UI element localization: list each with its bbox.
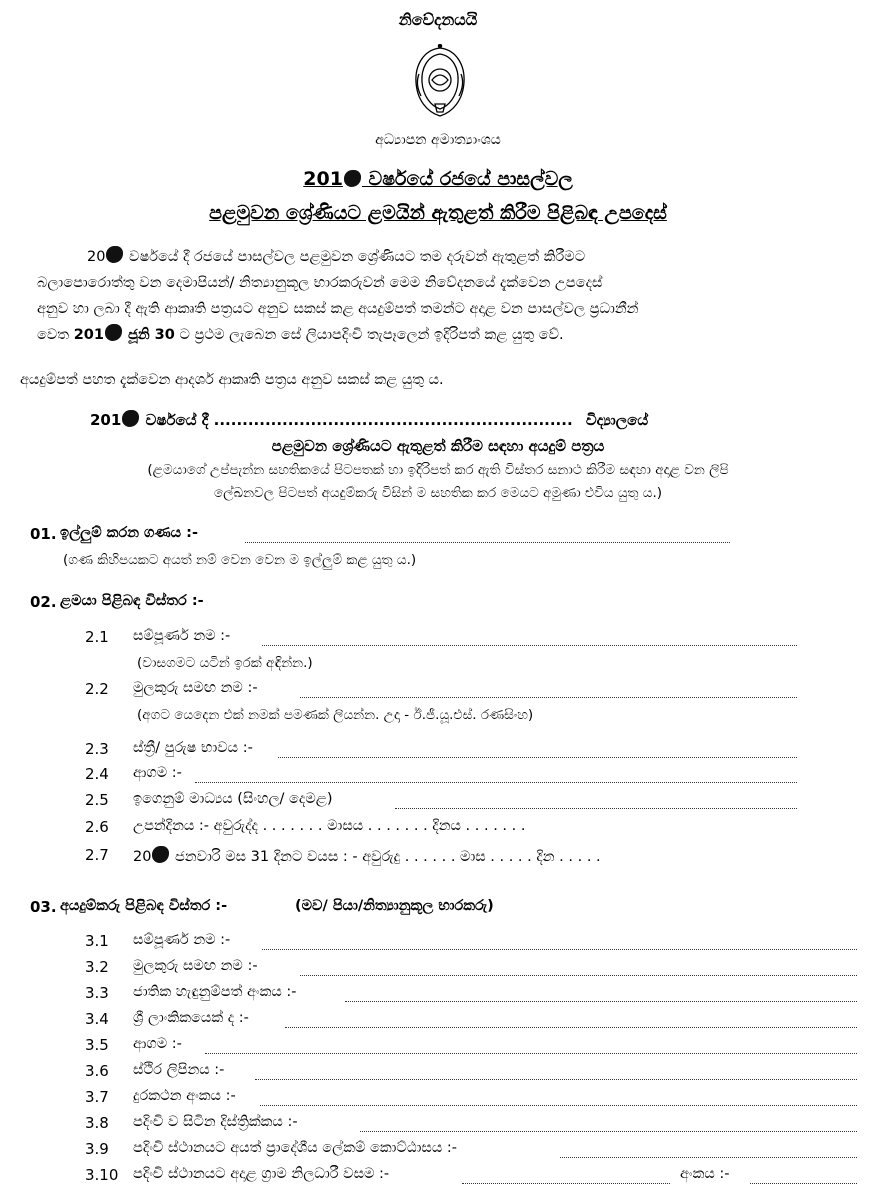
form-year: 201 bbox=[90, 411, 122, 429]
item-3-7-label: දුරකථන අංකය :- bbox=[133, 1088, 236, 1104]
item-3-2-number: 3.2 bbox=[85, 958, 109, 976]
gn-number-line[interactable] bbox=[750, 1183, 857, 1184]
redaction-mark bbox=[344, 170, 361, 187]
item-2-4-label: ආගම :- bbox=[133, 765, 182, 781]
notice-title: නිවේදනයයි bbox=[398, 10, 478, 29]
school-name-dots: ............................................................... bbox=[213, 411, 573, 429]
intro-line-3: අනුව හා ලබා දී ඇති ආකෘති පත්‍රයට අනුව සකස් කළ අයදුම්පත් තමන්ට අදාළ වන පාසල්වල ප්‍රධානීන් bbox=[37, 301, 639, 317]
initials-name-input-line[interactable] bbox=[300, 697, 797, 698]
full-name-input-line[interactable] bbox=[262, 645, 797, 646]
redaction-mark bbox=[122, 410, 139, 427]
intro-line-4 bbox=[37, 322, 837, 348]
section-1-label: ඉල්ලුම් කරන ගණය :- bbox=[60, 525, 198, 541]
item-3-4-number: 3.4 bbox=[85, 1010, 109, 1028]
medium-input-line[interactable] bbox=[395, 808, 797, 809]
religion-input-line[interactable] bbox=[195, 782, 797, 783]
item-3-3-label: ජාතික හැඳුනුම්පත් අංකය :- bbox=[133, 984, 297, 1000]
form-note-line-2: ලේඛනවල පිටපත් අයදුම්කරු විසින් ම සහතික කර මෙයට අමුණා එවිය යුතු ය.) bbox=[213, 485, 663, 501]
item-3-4-label: ශ්‍රී ලාංකිකයෙක් ද :- bbox=[133, 1010, 249, 1026]
age-label-text: ජනවාරි මස 31 දිනට වයස : - අවුරුදු . . . . . . මාස . . . . . දින . . . . . bbox=[170, 849, 601, 865]
item-3-8-label: පදිංචි ව සිටින දිස්ත්‍රික්කය :- bbox=[133, 1114, 298, 1130]
item-2-3-label: ස්ත්‍රී/ පුරුෂ භාවය :- bbox=[133, 740, 253, 756]
intro-year: 20 bbox=[87, 249, 106, 265]
item-3-10-label: පදිංචි ස්ථානයට අදාළ ග්‍රාම නිලධාරී වසම :- bbox=[133, 1166, 390, 1182]
nic-number-line[interactable] bbox=[345, 1001, 857, 1002]
section-3-number: 03. bbox=[30, 898, 57, 916]
school-label: විද්‍යාලයේ bbox=[585, 411, 649, 429]
applicant-religion-line[interactable] bbox=[205, 1053, 857, 1054]
item-2-1-label: සම්පූර්ණ නම :- bbox=[133, 628, 231, 644]
item-3-2-label: මුලකුරු සමඟ නම :- bbox=[133, 958, 258, 974]
intro-line-4-pre: වෙත bbox=[37, 327, 74, 343]
heading-line-2: පළමුවන ශ්‍රේණියට ළමයින් ඇතුළත් කිරීම පිළිබඳ උපදෙස් bbox=[209, 202, 667, 224]
heading-year: 201 bbox=[303, 168, 343, 190]
form-year-text: වර්ෂයේ දී bbox=[140, 411, 209, 429]
gn-division-line[interactable] bbox=[462, 1183, 670, 1184]
section-3-label: අයදුම්කරු පිළිබඳ විස්තර :- bbox=[60, 898, 228, 914]
ministry-name: අධ්‍යාපන අමාත්‍යාංශය bbox=[375, 132, 501, 148]
redaction-mark bbox=[152, 846, 169, 863]
intro-paragraph bbox=[37, 244, 837, 348]
item-2-7-label bbox=[133, 846, 601, 865]
deadline-date: ජූනි 30 bbox=[122, 327, 175, 343]
form-header-line bbox=[90, 410, 648, 429]
applicant-full-name-line[interactable] bbox=[262, 949, 857, 950]
item-2-7-number: 2.7 bbox=[85, 846, 109, 864]
item-2-2-label: මුලකුරු සමඟ නම :- bbox=[133, 680, 258, 696]
applicant-initials-line[interactable] bbox=[300, 975, 857, 976]
phone-number-line[interactable] bbox=[260, 1105, 857, 1106]
item-3-1-label: සම්පූර්ණ නම :- bbox=[133, 932, 231, 948]
section-2-label: ළමයා පිළිබඳ විස්තර :- bbox=[60, 593, 204, 609]
item-3-8-number: 3.8 bbox=[85, 1114, 109, 1132]
section-1-note: (ගණ කිහිපයකට අයත් නම් වෙන වෙන ම ඉල්ලුම් කළ යුතු ය.) bbox=[63, 552, 417, 568]
item-2-6-label: උපන්දිනය :- අවුරුද්ද . . . . . . . මාසය . . . . . . . දිනය . . . . . . . bbox=[133, 818, 526, 834]
intro-line-4-post: ට ප්‍රථම ලැබෙන සේ ලියාපදිංචි තැපෑලෙන් ඉදිරිපත් කළ යුතු වේ. bbox=[174, 327, 564, 343]
item-2-5-label: ඉගෙනුම් මාධ්‍යය (සිංහල/ දෙමළ) bbox=[133, 791, 333, 807]
category-input-line[interactable] bbox=[245, 542, 730, 543]
item-3-7-number: 3.7 bbox=[85, 1088, 109, 1106]
heading-line-1-text: වර්ෂයේ රජයේ පාසල්වල bbox=[361, 168, 573, 190]
district-line[interactable] bbox=[360, 1131, 857, 1132]
item-3-10-number-label: අංකය :- bbox=[680, 1166, 730, 1182]
item-2-3-number: 2.3 bbox=[85, 740, 109, 758]
item-3-5-label: ආගම :- bbox=[133, 1036, 182, 1052]
state-emblem-icon bbox=[409, 44, 471, 120]
item-2-6-number: 2.6 bbox=[85, 818, 109, 836]
instruction-text: අයදුම්පත් පහත දැක්වෙන ආදර්ශ ආකෘති පත්‍රය අනුව සකස් කළ යුතු ය. bbox=[20, 372, 444, 388]
item-2-1-note: (වාසගමට යටින් ඉරක් අඳින්න.) bbox=[137, 655, 313, 671]
redaction-mark bbox=[106, 246, 123, 263]
form-note-line-1: (ළමයාගේ උප්පැන්න සහතිකයේ පිටපතක් හා ඉදිරිපත් කර ඇති විස්තර සනාථ කිරීම සඳහා අදාළ වන ලිපි bbox=[147, 462, 729, 478]
heading-line-1 bbox=[0, 168, 876, 190]
section-3-label-suffix: (මව/ පියා/නිත්‍යානුකූල භාරකරු) bbox=[295, 898, 494, 914]
section-1-number: 01. bbox=[30, 525, 57, 543]
ds-division-line[interactable] bbox=[560, 1157, 857, 1158]
gender-input-line[interactable] bbox=[278, 757, 797, 758]
intro-line-1-text: වර්ෂයේ දී රජයේ පාසල්වල පළමුවන ශ්‍රේණියට තම දරුවන් ඇතුළත් කිරීමට bbox=[124, 249, 586, 265]
intro-line-2: බලාපොරොත්තු වන දෙමාපියන්/ නිත්‍යානුකූල භාරකරුවන් මෙම නිවේදනයේ දැක්වෙන උපදෙස් bbox=[37, 275, 603, 291]
redaction-mark bbox=[105, 324, 122, 341]
item-3-6-label: ස්ථිර ලිපිනය :- bbox=[133, 1062, 225, 1078]
item-3-5-number: 3.5 bbox=[85, 1036, 109, 1054]
item-3-6-number: 3.6 bbox=[85, 1062, 109, 1080]
item-3-9-label: පදිංචි ස්ථානයට අයත් ප්‍රාදේශීය ලේකම් කොට්ඨාසය :- bbox=[133, 1140, 458, 1156]
section-2-number: 02. bbox=[30, 593, 57, 611]
item-2-2-note: (අගට යෙදෙන එක් නමක් පමණක් ලියන්න. උදා - ඊ.ජී.යූ.එස්. රණසිංහ) bbox=[137, 707, 534, 723]
permanent-address-line[interactable] bbox=[255, 1079, 857, 1080]
item-2-5-number: 2.5 bbox=[85, 791, 109, 809]
item-2-1-number: 2.1 bbox=[85, 628, 109, 646]
item-2-4-number: 2.4 bbox=[85, 765, 109, 783]
item-2-2-number: 2.2 bbox=[85, 680, 109, 698]
item-3-9-number: 3.9 bbox=[85, 1140, 109, 1158]
intro-line-1 bbox=[37, 244, 837, 270]
deadline-year: 201 bbox=[73, 327, 104, 343]
age-year-prefix: 20 bbox=[133, 849, 152, 865]
item-3-3-number: 3.3 bbox=[85, 984, 109, 1002]
item-3-1-number: 3.1 bbox=[85, 932, 109, 950]
item-3-10-number: 3.10 bbox=[85, 1166, 119, 1184]
citizenship-line[interactable] bbox=[285, 1027, 857, 1028]
form-subtitle: පළමුවන ශ්‍රේණියට ඇතුළත් කිරීම සඳහා අයදුම් පත්‍රය bbox=[271, 437, 605, 455]
